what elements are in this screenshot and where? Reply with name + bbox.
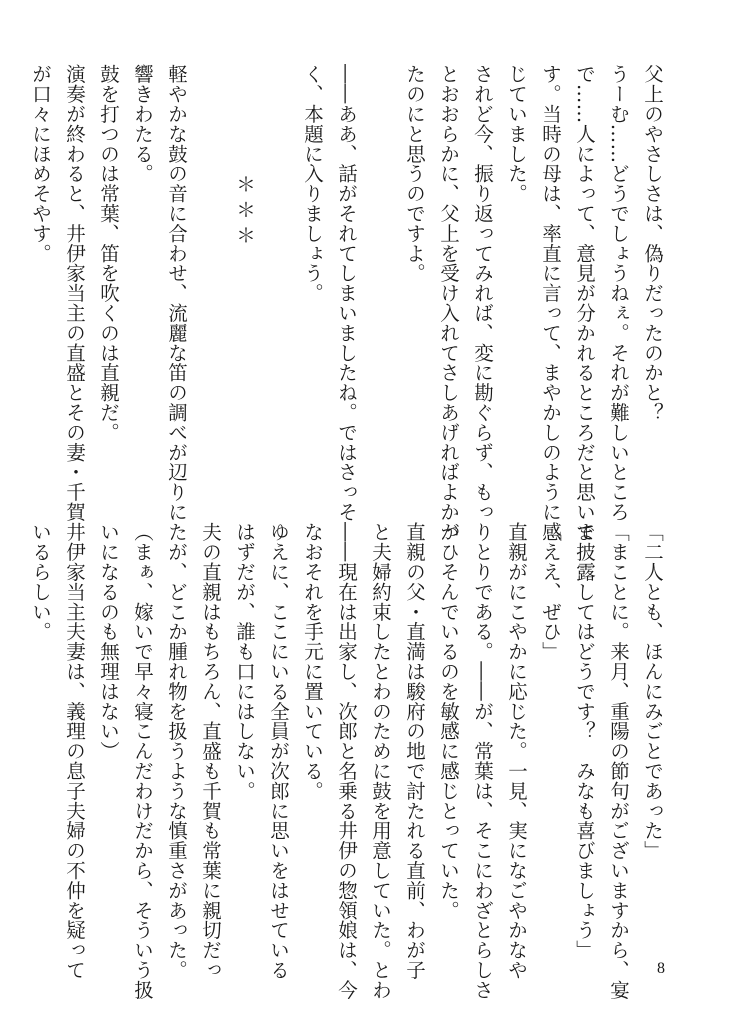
text-line: 父上のやさしさは、偽りだったのかと？ bbox=[641, 64, 664, 423]
text-line: で……人によって、意見が分かれるところだと思いま bbox=[573, 64, 596, 542]
text-line: く、本題に入りましょう。 bbox=[301, 64, 324, 303]
text-line: で披露してはどうです？ みなも喜びましょう」 bbox=[573, 522, 596, 960]
text-line: が口々にほめそやす。 bbox=[29, 64, 52, 263]
text-line: いるらしい。 bbox=[29, 522, 52, 642]
text-line: 直親の父・直満は駿府の地で討たれる直前、わが子 bbox=[403, 522, 426, 980]
text-line: されど今、振り返ってみれば、変に勘ぐらず、もっ bbox=[471, 64, 494, 522]
text-line: とおおらかに、父上を受け入れてさしあげればよかっ bbox=[437, 64, 460, 542]
text-line: 響きわたる。 bbox=[131, 64, 154, 184]
blank-line bbox=[261, 64, 295, 496]
text-line: 夫の直親はもちろん、直盛も千賀も常葉に親切だっ bbox=[199, 522, 222, 980]
text-line: 「まことに。来月、重陽の節句がございますから、宴 bbox=[607, 522, 630, 1000]
text-line: 井伊家当主夫妻は、義理の息子夫婦の不仲を疑って bbox=[63, 522, 86, 980]
text-line: 鼓を打つのは常葉、笛を吹くのは直親だ。 bbox=[97, 64, 120, 443]
text-line: うーむ……どうでしょうねぇ。それが難しいところ bbox=[607, 64, 630, 522]
text-line: 「ええ、ぜひ」 bbox=[539, 522, 562, 662]
text-line: りとりである。――が、常葉は、そこにわざとらしさ bbox=[471, 522, 494, 1000]
blank-line bbox=[363, 64, 397, 496]
text-line: がひそんでいるのを敏感に感じとっていた。 bbox=[437, 522, 460, 920]
lower-text-block bbox=[29, 522, 669, 1000]
page-number: 8 bbox=[657, 960, 665, 977]
text-line: じていました。 bbox=[505, 64, 528, 204]
text-line: たのにと思うのですよ。 bbox=[403, 64, 426, 283]
section-break: ＊＊＊ bbox=[233, 174, 256, 251]
text-line: 「二人とも、ほんにみごとであった」 bbox=[641, 522, 664, 861]
text-line: いになるのも無理はない） bbox=[97, 522, 120, 761]
upper-text-block bbox=[29, 64, 669, 542]
text-line: 軽やかな鼓の音に合わせ、流麗な笛の調べが辺りに bbox=[165, 64, 188, 522]
text-line: なおそれを手元に置いている。 bbox=[301, 522, 324, 801]
text-line: す。当時の母は、率直に言って、まやかしのように感 bbox=[539, 64, 562, 542]
text-line: と夫婦約束したとわのために鼓を用意していた。とわ bbox=[369, 522, 392, 1000]
text-line: ――現在は出家し、次郎と名乗る井伊の惣領娘は、今 bbox=[335, 522, 358, 1000]
text-line: 直親がにこやかに応じた。一見、実になごやかなや bbox=[505, 522, 528, 980]
text-line: 演奏が終わると、井伊家当主の直盛とその妻・千賀 bbox=[63, 64, 86, 522]
text-line: ――ああ、話がそれてしまいましたね。ではさっそ bbox=[335, 64, 358, 522]
text-line: たが、どこか腫れ物を扱うような慎重さがあった。 bbox=[165, 522, 188, 980]
text-line: ゆえに、ここにいる全員が次郎に思いをはせている bbox=[267, 522, 290, 980]
blank-line bbox=[193, 64, 227, 496]
text-line: はずだが、誰も口にはしない。 bbox=[233, 522, 256, 801]
text-line: （まぁ、嫁いで早々寝こんだわけだから、そういう扱 bbox=[131, 522, 154, 1000]
